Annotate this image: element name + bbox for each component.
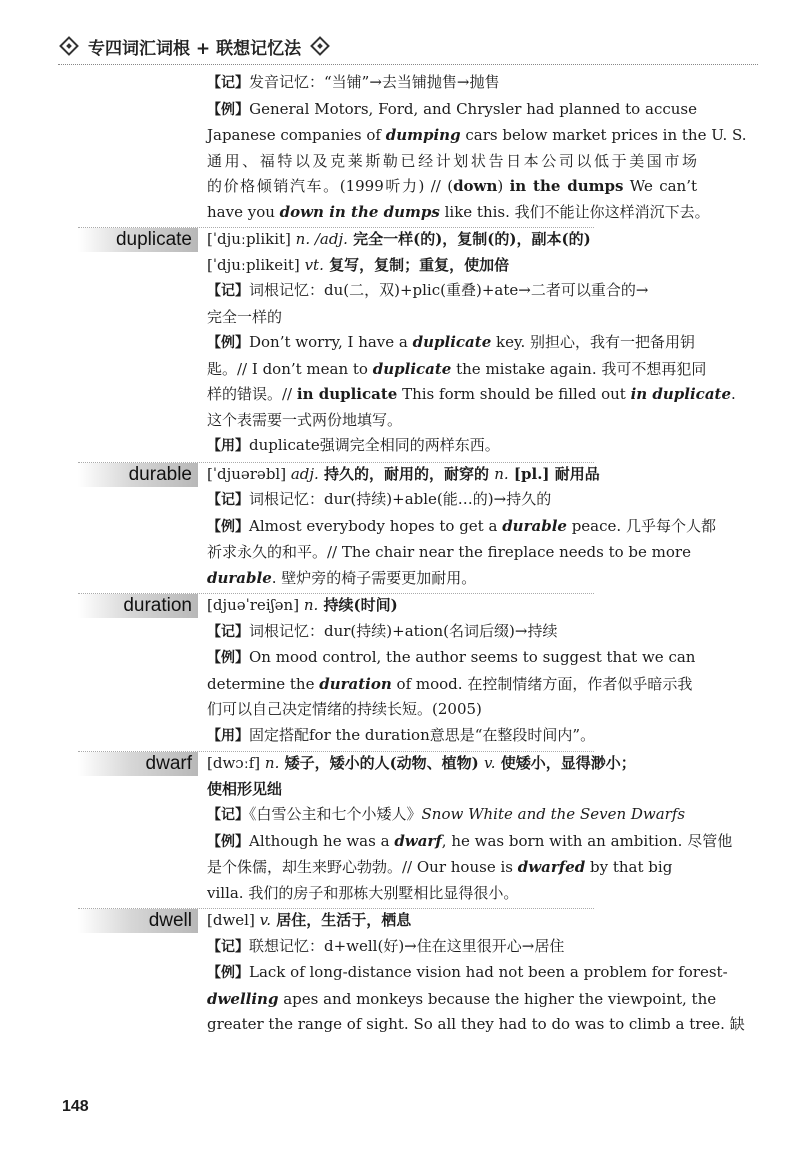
entry-line: 祈求永久的和平。// The chair near the fireplace needs to be more (207, 543, 691, 561)
entry-line: villa. 我们的房子和那栋大别墅相比显得很小。 (207, 883, 519, 902)
diamond-icon (310, 36, 330, 56)
entry-line: 【例】Lack of long-distance vision had not been a problem for forest- (207, 963, 728, 981)
headword: dwarf (78, 752, 198, 776)
part-of-speech: v. (484, 754, 496, 772)
entry-line: 样的错误。// in duplicate This form should be filled out in duplicate. (207, 385, 736, 403)
phonetic: [dwɔːf] (207, 754, 261, 772)
headword: duration (78, 594, 198, 618)
part-of-speech: n. (299, 596, 319, 614)
example-tag: 【例】 (207, 518, 249, 535)
entry-line: 是个侏儒，却生来野心勃勃。// Our house is dwarfed by that big (207, 858, 673, 876)
definition: 矮子，矮小的人(动物、植物) (279, 754, 484, 772)
entry-line: 【记】词根记忆：du(二，双)+plic(重叠)+ate→二者可以重合的→ (207, 281, 649, 299)
example-tag: 【例】 (207, 965, 249, 981)
entry-dwell (0, 908, 800, 1038)
entry-line: 【记】词根记忆：dur(持续)+able(能…的)→持久的 (207, 490, 552, 508)
entry-line: 【记】联想记忆：d+well(好)→住在这里很开心→居住 (207, 936, 565, 955)
entry-line (0, 908, 697, 934)
diamond-icon (59, 36, 79, 56)
usage-tag: 【用】 (207, 438, 249, 454)
definition: 复写，复制；重复，使加倍 (323, 255, 510, 274)
entry-line: 匙。// I don’t mean to duplicate the mistake again. 我可不想再犯同 (207, 359, 707, 378)
entry-line: 通用、福特以及克莱斯勒已经计划状告日本公司以低于美国市场 (207, 151, 697, 170)
definition: 持续(时间) (318, 596, 398, 614)
entry-line: Japanese companies of dumping cars below market prices in the U. S. (207, 126, 747, 144)
entry-line: 【例】General Motors, Ford, and Chrysler had planned to accuse (207, 99, 697, 118)
definition: 完全一样(的)，复制(的)，副本(的) (347, 230, 591, 248)
headword: durable (78, 463, 198, 487)
definition: 使矮小，显得渺小； (495, 754, 636, 772)
memory-tag: 【记】 (207, 492, 249, 508)
entry-line: 完全一样的 (207, 307, 283, 326)
memory-tag: 【记】 (207, 938, 249, 955)
entry-durable (0, 462, 800, 592)
running-header (58, 32, 758, 60)
headword: dwell (78, 909, 198, 933)
phonetic: [djuəˈreiʃən] (207, 596, 300, 614)
entry-line: 的价格倾销汽车。(1999听力) // (down) in the dumps We can’t (207, 177, 697, 195)
entry-line (0, 227, 697, 253)
header-title: 专四词汇词根 + 联想记忆法 (88, 38, 302, 59)
entry-line: determine the duration of mood. 在控制情绪方面，作者似乎暗示我 (207, 674, 693, 693)
entry-line: greater the range of sight. So all they had to do was to climb a tree. 缺 (207, 1015, 745, 1033)
part-of-speech: vt. (299, 255, 324, 274)
entry-line: 们可以自己决定情绪的持续长短。(2005) (207, 700, 482, 718)
page-number: 148 (62, 1098, 89, 1115)
part-of-speech: v. (254, 911, 272, 929)
entry-line: 【记】词根记忆：dur(持续)+ation(名词后缀)→持续 (207, 621, 558, 640)
entry-dump-continued (0, 70, 800, 225)
phonetic: [ˈdjuːplikeit] (207, 255, 300, 274)
memory-tag: 【记】 (207, 623, 249, 640)
definition: 使相形见绌 (207, 779, 283, 798)
memory-tag: 【记】 (207, 283, 249, 299)
example-tag: 【例】 (207, 335, 249, 351)
phonetic: [dwel] (207, 911, 255, 929)
entry-line: 【例】Almost everybody hopes to get a durable peace. 几乎每个人都 (207, 516, 716, 535)
header-divider (58, 64, 758, 65)
part-of-speech: n. (260, 754, 280, 772)
entry-line (0, 253, 697, 279)
entry-line: 【用】duplicate强调完全相同的两样东西。 (207, 436, 500, 454)
entry-line: 【记】发音记忆：“当铺”→去当铺抛售→抛售 (207, 73, 500, 91)
memory-tag: 【记】 (207, 807, 249, 823)
definition: [pl.] 耐用品 (508, 464, 600, 483)
entry-line: durable. 壁炉旁的椅子需要更加耐用。 (207, 568, 477, 587)
entry-duration (0, 593, 800, 749)
entry-line: 【例】Although he was a dwarf, he was born with an ambition. 尽管他 (207, 831, 733, 850)
entry-line: 这个表需要一式两份地填写。 (207, 410, 403, 429)
example-tag: 【例】 (207, 833, 249, 850)
definition: 持久的，耐用的，耐穿的 (318, 464, 495, 483)
headword: duplicate (78, 228, 198, 252)
phonetic: [ˈdjuərəbl] (207, 464, 287, 483)
entry-duplicate (0, 227, 800, 460)
entry-line (0, 462, 697, 488)
entry-dwarf (0, 751, 800, 906)
entry-line: dwelling apes and monkeys because the higher the viewpoint, the (207, 989, 717, 1008)
memory-tag: 【记】 (207, 75, 249, 91)
entry-line (0, 593, 697, 619)
example-tag: 【例】 (207, 101, 250, 118)
entry-line: 【例】On mood control, the author seems to suggest that we can (207, 648, 696, 666)
part-of-speech: adj. (286, 464, 319, 483)
entry-line: 【用】固定搭配for the duration意思是“在整段时间内”。 (207, 725, 596, 744)
phonetic: [ˈdjuːplikit] (207, 230, 291, 248)
entry-line: 【记】《白雪公主和七个小矮人》Snow White and the Seven Dwarfs (207, 805, 686, 823)
part-of-speech: n. (494, 464, 509, 483)
entry-line: have you down in the dumps like this. 我们不能让你这样消沉下去。 (207, 202, 710, 221)
usage-tag: 【用】 (207, 727, 249, 744)
part-of-speech: n. /adj. (290, 230, 348, 248)
entry-line: 【例】Don’t worry, I have a duplicate key. 别担心，我有一把备用钥 (207, 333, 696, 351)
entry-line (0, 751, 697, 777)
example-tag: 【例】 (207, 650, 249, 666)
definition: 居住，生活于，栖息 (271, 911, 412, 929)
entry-line (0, 777, 697, 803)
dictionary-page-body (0, 70, 800, 1038)
